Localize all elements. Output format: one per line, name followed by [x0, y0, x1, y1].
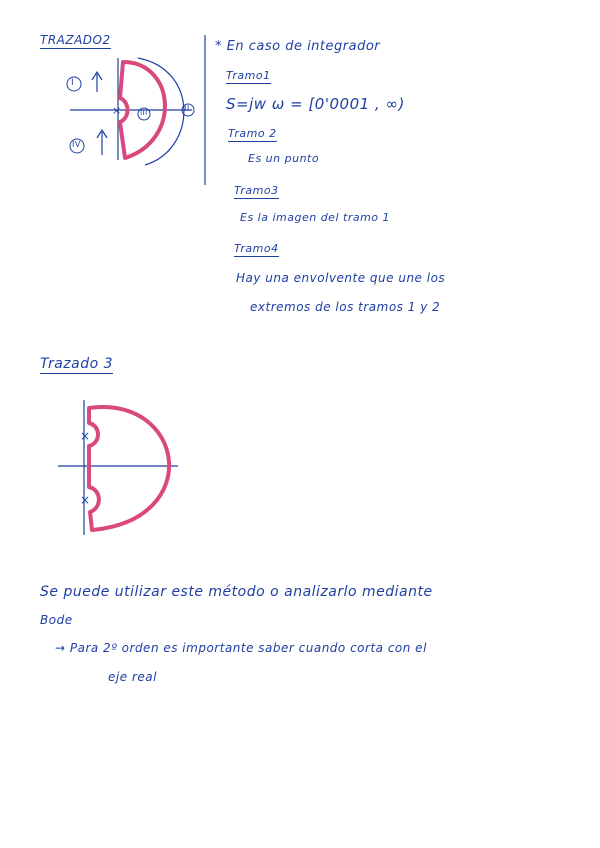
trazado3-title: Trazado 3: [40, 356, 114, 372]
tramo1-title: Tramo1: [226, 69, 271, 82]
svg-text:×: ×: [80, 429, 91, 443]
bottom-line2: Bode: [40, 613, 73, 627]
svg-text:×: ×: [112, 104, 122, 117]
label-iv: IV: [72, 140, 81, 149]
tramo3-title: Tramo3: [234, 184, 279, 197]
tramo2-text: Es un punto: [248, 152, 320, 165]
svg-text:×: ×: [80, 493, 91, 507]
bottom-line1: Se puede utilizar este método o analizarlo mediante: [40, 584, 433, 600]
bottom-line4: eje real: [108, 670, 157, 684]
label-ii: II: [184, 104, 190, 113]
tramo4-title: Tramo4: [234, 242, 279, 255]
tramo2-title: Tramo 2: [228, 127, 277, 140]
bottom-line3: → Para 2º orden es importante saber cuando corta con el: [55, 641, 427, 655]
tramo1-equation: S=jw ω = [0'0001 , ∞): [226, 95, 405, 113]
integrator-header: * En caso de integrador: [215, 39, 381, 54]
tramo4-line1: Hay una envolvente que une los: [236, 271, 446, 285]
tramo3-text: Es la imagen del tramo 1: [240, 211, 391, 224]
trazado2-title: TRAZADO2: [40, 33, 111, 47]
label-i: I: [71, 78, 75, 88]
label-iii: III: [140, 109, 148, 117]
tramo4-line2: extremos de los tramos 1 y 2: [250, 300, 441, 314]
